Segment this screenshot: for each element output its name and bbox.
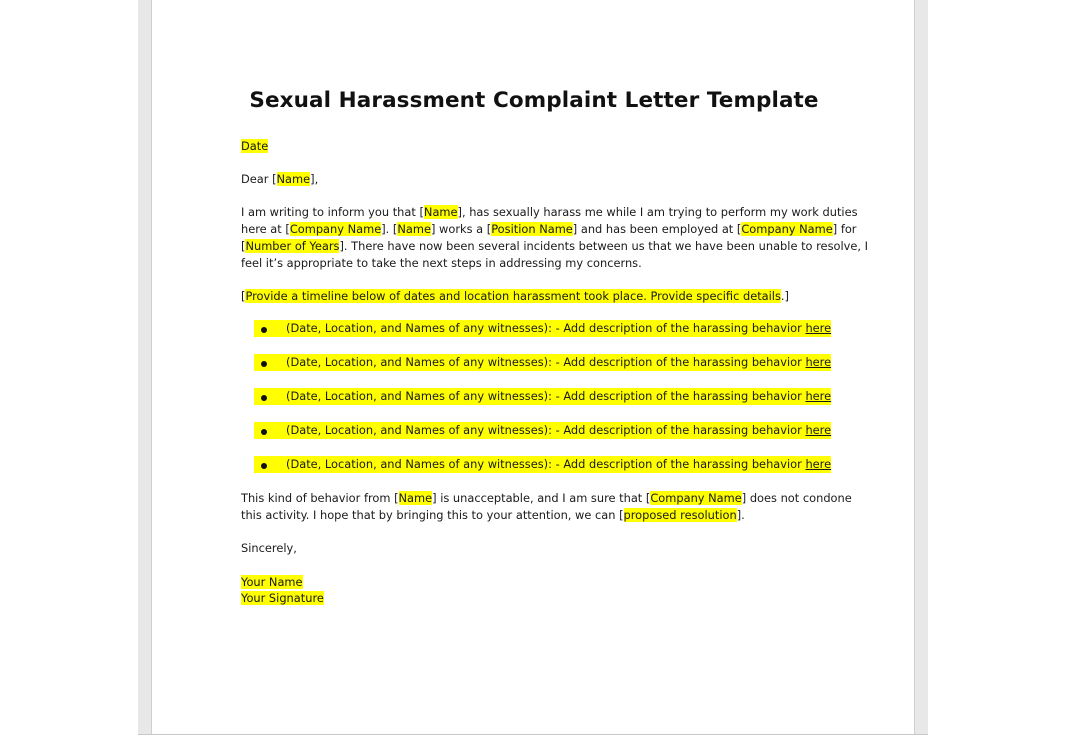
timeline-item[interactable] [241, 320, 831, 337]
bullet-highlight [254, 456, 286, 473]
letter-body [241, 138, 868, 607]
date-line [241, 138, 831, 155]
timeline-list [241, 320, 831, 473]
intro-paragraph [241, 204, 868, 271]
intro-company2-placeholder[interactable]: Company Name [741, 222, 833, 237]
salutation-post: ], [310, 172, 319, 187]
intro-line-3 [241, 239, 868, 253]
intro-line-2 [241, 222, 857, 236]
timeline-item-desc: (Date, Location, and Names of any witnesses): - Add description of the harassing behavior [286, 389, 806, 404]
intro-text: I am writing to inform you that [ [241, 205, 424, 220]
intro-text: here at [ [241, 222, 290, 237]
closing-paragraph [241, 490, 852, 523]
intro-years-placeholder[interactable]: Number of Years [245, 238, 340, 253]
timeline-item[interactable] [241, 422, 831, 439]
closing-text: ] is unacceptable, and I am sure that [ [432, 491, 651, 506]
salutation-name-placeholder[interactable]: Name [276, 172, 311, 187]
timeline-item-link[interactable]: here [805, 423, 832, 438]
closing-text: this activity. I hope that by bringing this to your attention, we can [ [241, 508, 624, 523]
salutation [241, 171, 831, 188]
intro-company-placeholder[interactable]: Company Name [289, 222, 382, 237]
timeline-item[interactable] [241, 354, 831, 371]
bullet-highlight [254, 354, 286, 371]
document-page[interactable] [151, 0, 915, 734]
bullet-highlight [254, 388, 286, 405]
intro-text: ]. There have now been several incidents between us that we have been unable to resolve, I [339, 238, 868, 253]
timeline-item-text [286, 456, 831, 473]
intro-name-placeholder[interactable]: Name [423, 205, 458, 220]
timeline-item-link[interactable]: here [805, 389, 832, 404]
timeline-item-link[interactable]: here [805, 457, 832, 472]
your-name-placeholder[interactable]: Your Name [241, 574, 303, 589]
intro-text: ] works a [ [430, 222, 492, 237]
timeline-item-desc: (Date, Location, and Names of any witnesses): - Add description of the harassing behavior [286, 423, 806, 438]
instruction-pre: [ [241, 288, 246, 303]
instruction-placeholder[interactable]: Provide a timeline below of dates and location harassment took place. Provide specific details [245, 288, 781, 303]
timeline-item-link[interactable]: here [805, 321, 832, 336]
intro-text: [ [241, 238, 246, 253]
closing-line-1 [241, 491, 852, 505]
bullet-highlight [254, 320, 286, 337]
intro-text: ] and has been employed at [ [572, 222, 742, 237]
salutation-pre: Dear [ [241, 172, 277, 187]
closing-text: This kind of behavior from [ [241, 491, 399, 506]
sign-off: Sincerely, [241, 541, 297, 556]
timeline-item[interactable] [241, 388, 831, 405]
timeline-item-desc: (Date, Location, and Names of any witnesses): - Add description of the harassing behavior [286, 321, 806, 336]
instruction-line [241, 288, 831, 305]
your-signature-placeholder[interactable]: Your Signature [241, 591, 324, 606]
timeline-item-text [286, 354, 831, 371]
intro-line-4: feel it’s appropriate to take the next steps in addressing my concerns. [241, 255, 642, 270]
timeline-item-text [286, 388, 831, 405]
intro-text: ]. [ [381, 222, 398, 237]
intro-name2-placeholder[interactable]: Name [397, 222, 431, 237]
bullet-highlight [254, 422, 286, 439]
intro-text: ], has sexually harass me while I am trying to perform my work duties [457, 205, 858, 220]
closing-text: ]. [736, 508, 745, 523]
signature-block [241, 574, 831, 607]
timeline-item-text [286, 320, 831, 337]
instruction-post: .] [780, 288, 789, 303]
intro-line-1 [241, 205, 858, 219]
date-placeholder[interactable]: Date [241, 139, 269, 153]
intro-position-placeholder[interactable]: Position Name [491, 222, 573, 237]
timeline-item-desc: (Date, Location, and Names of any witnesses): - Add description of the harassing behavior [286, 355, 806, 370]
document-title: Sexual Harassment Complaint Letter Template [249, 88, 819, 113]
intro-text: ] for [832, 222, 857, 237]
closing-name-placeholder[interactable]: Name [398, 491, 433, 506]
closing-line-2 [241, 508, 745, 522]
timeline-item[interactable] [241, 456, 831, 473]
closing-text: ] does not condone [741, 491, 852, 506]
resolution-placeholder[interactable]: proposed resolution [623, 508, 737, 523]
closing-company-placeholder[interactable]: Company Name [650, 491, 742, 506]
timeline-item-desc: (Date, Location, and Names of any witnesses): - Add description of the harassing behavior [286, 457, 806, 472]
timeline-item-link[interactable]: here [805, 355, 832, 370]
timeline-item-text [286, 422, 831, 439]
